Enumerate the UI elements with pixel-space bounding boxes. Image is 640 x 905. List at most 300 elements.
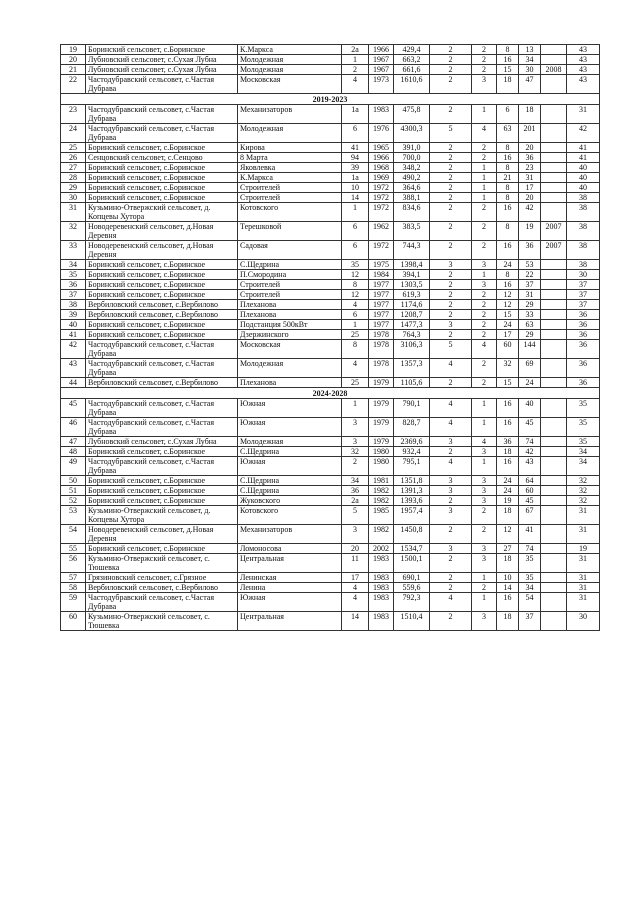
cell-residents: 42 [519,203,541,222]
cell-apartments: 16 [497,280,519,290]
cell-floors: 2 [430,241,472,260]
cell-house-number: 2 [342,457,369,476]
cell-house-number: 94 [342,153,369,163]
cell-entrances: 2 [472,583,497,593]
cell-entrances: 1 [472,173,497,183]
cell-row-number: 20 [61,55,86,65]
cell-area: 391,0 [394,143,430,153]
cell-street: Ленина [238,583,342,593]
table-row [61,399,600,418]
cell-residents: 29 [519,330,541,340]
cell-row-number: 21 [61,65,86,75]
cell-wear-percent: 41 [567,143,600,153]
cell-street: Южная [238,457,342,476]
cell-wear-percent: 37 [567,280,600,290]
cell-house-number: 1 [342,399,369,418]
cell-year-built: 1979 [369,418,394,437]
cell-repair-year [541,418,567,437]
cell-floors: 3 [430,544,472,554]
cell-residents: 35 [519,573,541,583]
cell-entrances: 1 [472,418,497,437]
cell-residents: 67 [519,506,541,525]
table-row [61,183,600,193]
cell-repair-year [541,105,567,124]
cell-repair-year [541,399,567,418]
cell-entrances: 1 [472,593,497,612]
cell-entrances: 1 [472,105,497,124]
table-row [61,173,600,183]
cell-entrances: 2 [472,55,497,65]
cell-street: С.Щедрина [238,447,342,457]
cell-floors: 2 [430,525,472,544]
cell-house-number: 3 [342,525,369,544]
cell-area: 4300,3 [394,124,430,143]
cell-area: 1391,3 [394,486,430,496]
cell-street: 8 Марта [238,153,342,163]
cell-repair-year [541,476,567,486]
cell-row-number: 45 [61,399,86,418]
cell-repair-year: 2007 [541,241,567,260]
cell-apartments: 12 [497,300,519,310]
cell-area: 690,1 [394,573,430,583]
cell-street: Южная [238,418,342,437]
cell-repair-year [541,320,567,330]
cell-row-number: 44 [61,378,86,388]
cell-repair-year [541,143,567,153]
cell-year-built: 1983 [369,612,394,631]
cell-entrances: 2 [472,525,497,544]
cell-settlement: Кузьмино-Отвержский сельсовет, д. Копцевы Хутора [86,203,238,222]
table-row [61,330,600,340]
cell-apartments: 8 [497,193,519,203]
cell-row-number: 42 [61,340,86,359]
cell-entrances: 3 [472,496,497,506]
cell-repair-year [541,573,567,583]
cell-settlement: Частодубравский сельсовет, с.Частая Дубрава [86,593,238,612]
cell-row-number: 48 [61,447,86,457]
cell-year-built: 1984 [369,270,394,280]
cell-wear-percent: 37 [567,300,600,310]
cell-house-number: 5 [342,506,369,525]
cell-floors: 2 [430,300,472,310]
cell-apartments: 18 [497,75,519,94]
cell-street: Южная [238,399,342,418]
table-row [61,270,600,280]
cell-entrances: 3 [472,280,497,290]
cell-repair-year [541,280,567,290]
cell-area: 3106,3 [394,340,430,359]
cell-settlement: Боринский сельсовет, с.Боринское [86,544,238,554]
cell-floors: 5 [430,340,472,359]
cell-house-number: 4 [342,75,369,94]
cell-repair-year [541,193,567,203]
cell-residents: 53 [519,260,541,270]
cell-house-number: 1а [342,173,369,183]
table-row [61,55,600,65]
cell-entrances: 2 [472,290,497,300]
cell-area: 619,3 [394,290,430,300]
table-row [61,457,600,476]
cell-repair-year [541,75,567,94]
cell-street: Молодежная [238,124,342,143]
cell-repair-year [541,486,567,496]
cell-repair-year [541,378,567,388]
cell-street: Строителей [238,290,342,300]
cell-year-built: 1978 [369,359,394,378]
cell-area: 1957,4 [394,506,430,525]
table-row [61,573,600,583]
cell-row-number: 38 [61,300,86,310]
cell-repair-year [541,270,567,280]
cell-entrances: 1 [472,183,497,193]
cell-year-built: 1972 [369,183,394,193]
cell-wear-percent: 31 [567,105,600,124]
cell-apartments: 18 [497,612,519,631]
cell-street: Плеханова [238,378,342,388]
cell-house-number: 6 [342,124,369,143]
cell-row-number: 28 [61,173,86,183]
cell-entrances: 2 [472,310,497,320]
cell-apartments: 18 [497,447,519,457]
cell-year-built: 1973 [369,75,394,94]
cell-apartments: 8 [497,143,519,153]
section-2024-2028 [61,388,600,399]
cell-year-built: 1977 [369,280,394,290]
cell-street: Центральная [238,554,342,573]
cell-settlement: Кузьмино-Отвержский сельсовет, с. Тюшевка [86,612,238,631]
cell-residents: 37 [519,280,541,290]
cell-street: Ломоносова [238,544,342,554]
cell-floors: 5 [430,124,472,143]
cell-entrances: 4 [472,124,497,143]
cell-wear-percent: 36 [567,310,600,320]
cell-entrances: 3 [472,612,497,631]
cell-wear-percent: 38 [567,241,600,260]
cell-entrances: 4 [472,340,497,359]
cell-floors: 2 [430,496,472,506]
section-heading: 2024-2028 [61,388,600,399]
cell-residents: 30 [519,65,541,75]
cell-settlement: Боринский сельсовет, с.Боринское [86,447,238,457]
cell-row-number: 22 [61,75,86,94]
cell-repair-year [541,457,567,476]
cell-row-number: 54 [61,525,86,544]
cell-floors: 2 [430,573,472,583]
cell-settlement: Вербиловский сельсовет, с.Вербилово [86,300,238,310]
cell-year-built: 1972 [369,241,394,260]
cell-wear-percent: 36 [567,340,600,359]
cell-apartments: 16 [497,55,519,65]
cell-wear-percent: 40 [567,183,600,193]
cell-row-number: 56 [61,554,86,573]
cell-apartments: 6 [497,105,519,124]
cell-wear-percent: 38 [567,222,600,241]
cell-entrances: 1 [472,193,497,203]
cell-house-number: 4 [342,359,369,378]
cell-street: Центральная [238,612,342,631]
cell-street: Плеханова [238,300,342,310]
cell-settlement: Боринский сельсовет, с.Боринское [86,290,238,300]
cell-floors: 2 [430,75,472,94]
cell-area: 1357,3 [394,359,430,378]
cell-floors: 2 [430,163,472,173]
cell-street: Котовского [238,203,342,222]
cell-apartments: 12 [497,290,519,300]
cell-repair-year [541,183,567,193]
cell-street: Ленинская [238,573,342,583]
cell-apartments: 8 [497,45,519,55]
cell-repair-year [541,437,567,447]
cell-floors: 2 [430,153,472,163]
table-row [61,193,600,203]
cell-row-number: 39 [61,310,86,320]
cell-year-built: 1979 [369,399,394,418]
cell-year-built: 1981 [369,476,394,486]
cell-repair-year [541,55,567,65]
cell-entrances: 2 [472,65,497,75]
cell-apartments: 8 [497,270,519,280]
cell-wear-percent: 32 [567,476,600,486]
cell-floors: 4 [430,359,472,378]
cell-apartments: 18 [497,506,519,525]
cell-residents: 42 [519,447,541,457]
cell-apartments: 16 [497,457,519,476]
cell-apartments: 16 [497,593,519,612]
cell-repair-year [541,593,567,612]
cell-apartments: 15 [497,65,519,75]
cell-settlement: Боринский сельсовет, с.Боринское [86,163,238,173]
table-row [61,280,600,290]
cell-residents: 18 [519,105,541,124]
cell-year-built: 1979 [369,378,394,388]
cell-street: Дзержинского [238,330,342,340]
table-row [61,583,600,593]
cell-street: Молодежная [238,65,342,75]
cell-residents: 45 [519,418,541,437]
cell-residents: 144 [519,340,541,359]
table-row [61,476,600,486]
cell-residents: 23 [519,163,541,173]
cell-floors: 2 [430,554,472,573]
cell-year-built: 1983 [369,593,394,612]
cell-year-built: 1977 [369,320,394,330]
cell-settlement: Боринский сельсовет, с.Боринское [86,476,238,486]
table-row [61,437,600,447]
table-row [61,340,600,359]
cell-area: 1477,3 [394,320,430,330]
cell-residents: 33 [519,310,541,320]
cell-entrances: 3 [472,544,497,554]
cell-year-built: 1962 [369,222,394,241]
cell-wear-percent: 38 [567,193,600,203]
table-row [61,65,600,75]
cell-apartments: 8 [497,183,519,193]
table-row [61,359,600,378]
cell-residents: 74 [519,437,541,447]
cell-settlement: Боринский сельсовет, с.Боринское [86,320,238,330]
cell-floors: 2 [430,55,472,65]
cell-wear-percent: 31 [567,573,600,583]
cell-repair-year [541,310,567,320]
cell-house-number: 32 [342,447,369,457]
cell-residents: 45 [519,496,541,506]
cell-settlement: Боринский сельсовет, с.Боринское [86,193,238,203]
cell-year-built: 1977 [369,300,394,310]
cell-row-number: 49 [61,457,86,476]
cell-residents: 36 [519,241,541,260]
table-body-b [61,105,600,388]
table-row [61,260,600,270]
cell-house-number: 35 [342,260,369,270]
cell-residents: 47 [519,75,541,94]
cell-apartments: 21 [497,173,519,183]
cell-street: Молодежная [238,55,342,65]
cell-year-built: 1968 [369,163,394,173]
cell-entrances: 2 [472,203,497,222]
cell-area: 2369,6 [394,437,430,447]
cell-repair-year [541,359,567,378]
cell-area: 348,2 [394,163,430,173]
cell-settlement: Боринский сельсовет, с.Боринское [86,280,238,290]
cell-apartments: 15 [497,310,519,320]
cell-residents: 69 [519,359,541,378]
section-2019-2023 [61,94,600,105]
cell-entrances: 2 [472,153,497,163]
cell-year-built: 1967 [369,65,394,75]
cell-repair-year [541,153,567,163]
cell-settlement: Частодубравский сельсовет, с.Частая Дубрава [86,457,238,476]
cell-wear-percent: 36 [567,320,600,330]
cell-row-number: 29 [61,183,86,193]
cell-floors: 2 [430,583,472,593]
section-heading: 2019-2023 [61,94,600,105]
cell-area: 932,4 [394,447,430,457]
cell-residents: 41 [519,525,541,544]
cell-row-number: 27 [61,163,86,173]
cell-house-number: 25 [342,378,369,388]
cell-settlement: Частодубравский сельсовет, с.Частая Дубрава [86,418,238,437]
cell-street: Садовая [238,241,342,260]
cell-floors: 2 [430,612,472,631]
table-body-c [61,399,600,631]
cell-house-number: 1а [342,105,369,124]
cell-residents: 60 [519,486,541,496]
cell-floors: 4 [430,418,472,437]
cell-floors: 2 [430,447,472,457]
cell-wear-percent: 34 [567,457,600,476]
cell-floors: 3 [430,506,472,525]
cell-settlement: Боринский сельсовет, с.Боринское [86,486,238,496]
cell-house-number: 34 [342,476,369,486]
table-row [61,378,600,388]
cell-floors: 3 [430,320,472,330]
cell-street: Молодежная [238,437,342,447]
cell-apartments: 16 [497,241,519,260]
cell-settlement: Боринский сельсовет, с.Боринское [86,270,238,280]
cell-residents: 24 [519,378,541,388]
cell-wear-percent: 32 [567,496,600,506]
cell-street: С.Щедрина [238,476,342,486]
cell-year-built: 1982 [369,496,394,506]
cell-settlement: Боринский сельсовет, с.Боринское [86,173,238,183]
cell-street: Жуковского [238,496,342,506]
cell-wear-percent: 35 [567,399,600,418]
cell-wear-percent: 37 [567,290,600,300]
cell-apartments: 60 [497,340,519,359]
cell-repair-year [541,554,567,573]
cell-repair-year [541,300,567,310]
table-row [61,544,600,554]
cell-year-built: 1975 [369,260,394,270]
cell-wear-percent: 31 [567,593,600,612]
cell-area: 1450,8 [394,525,430,544]
cell-wear-percent: 31 [567,506,600,525]
cell-year-built: 1983 [369,105,394,124]
table-row [61,612,600,631]
cell-settlement: Боринский сельсовет, с.Боринское [86,45,238,55]
cell-entrances: 2 [472,143,497,153]
housing-table [60,44,600,631]
cell-wear-percent: 40 [567,163,600,173]
cell-repair-year [541,173,567,183]
cell-wear-percent: 30 [567,612,600,631]
cell-residents: 17 [519,183,541,193]
cell-entrances: 3 [472,260,497,270]
cell-floors: 2 [430,290,472,300]
cell-row-number: 26 [61,153,86,163]
cell-residents: 22 [519,270,541,280]
table-row [61,447,600,457]
cell-year-built: 1978 [369,340,394,359]
cell-year-built: 1980 [369,447,394,457]
cell-row-number: 51 [61,486,86,496]
cell-floors: 2 [430,222,472,241]
table-row [61,525,600,544]
cell-wear-percent: 35 [567,437,600,447]
cell-wear-percent: 31 [567,525,600,544]
cell-area: 834,6 [394,203,430,222]
cell-row-number: 19 [61,45,86,55]
cell-residents: 19 [519,222,541,241]
cell-house-number: 11 [342,554,369,573]
cell-residents: 31 [519,290,541,300]
cell-residents: 201 [519,124,541,143]
cell-area: 1208,7 [394,310,430,320]
cell-settlement: Вербиловский сельсовет, с.Вербилово [86,583,238,593]
cell-house-number: 25 [342,330,369,340]
cell-floors: 2 [430,65,472,75]
cell-settlement: Боринский сельсовет, с.Боринское [86,260,238,270]
cell-apartments: 16 [497,418,519,437]
cell-entrances: 2 [472,320,497,330]
cell-year-built: 1977 [369,310,394,320]
cell-area: 1105,6 [394,378,430,388]
cell-floors: 3 [430,476,472,486]
cell-area: 744,3 [394,241,430,260]
cell-repair-year [541,496,567,506]
cell-year-built: 1983 [369,573,394,583]
cell-street: П.Смородина [238,270,342,280]
cell-house-number: 8 [342,340,369,359]
cell-settlement: Частодубравский сельсовет, с.Частая Дубрава [86,105,238,124]
cell-settlement: Частодубравский сельсовет, с.Частая Дубрава [86,399,238,418]
cell-wear-percent: 43 [567,65,600,75]
cell-apartments: 16 [497,153,519,163]
cell-settlement: Боринский сельсовет, с.Боринское [86,143,238,153]
cell-street: Молодежная [238,359,342,378]
cell-apartments: 63 [497,124,519,143]
cell-area: 1351,8 [394,476,430,486]
